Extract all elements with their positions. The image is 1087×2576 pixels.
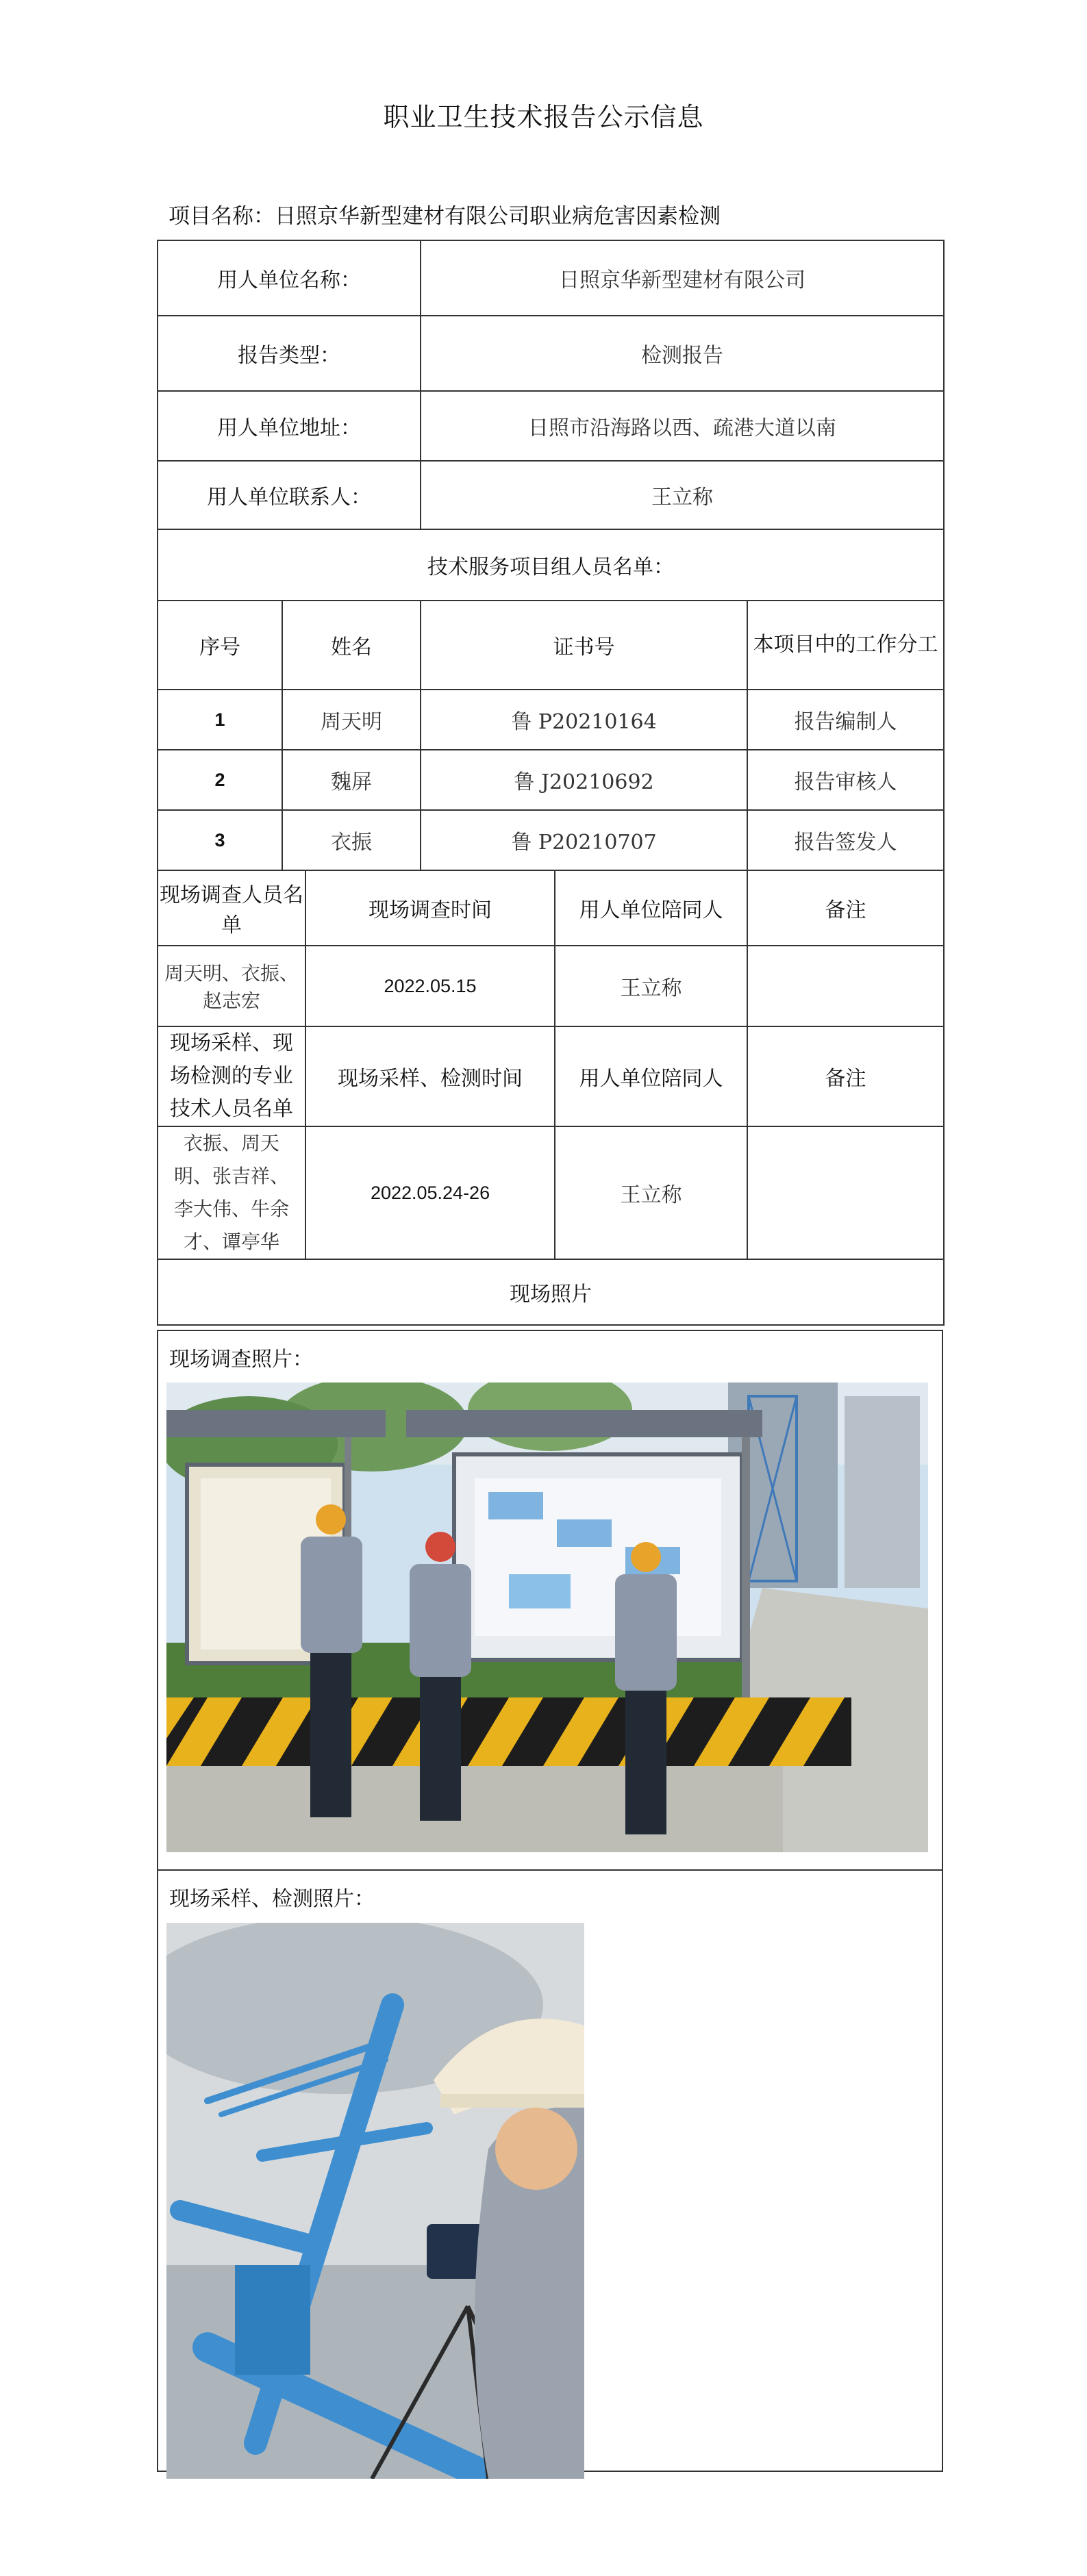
- report-type-value: 检测报告: [421, 316, 944, 391]
- sampling-header-names: 现场采样、现场检测的专业技术人员名单: [158, 1026, 305, 1126]
- team-heading: 技术服务项目组人员名单：: [158, 529, 944, 601]
- survey-photo: [166, 1382, 928, 1852]
- survey-header-names: 现场调查人员名单: [158, 870, 305, 946]
- team-role: 报告审核人: [747, 750, 944, 810]
- company-label: 用人单位名称：: [158, 240, 421, 316]
- info-row-contact: [158, 461, 944, 529]
- team-cert: 鲁 J20210692: [421, 750, 747, 810]
- sampling-header-companion: 用人单位陪同人: [555, 1026, 747, 1126]
- survey-photo-box: [157, 1330, 943, 1871]
- table-row: [158, 750, 944, 810]
- team-name: 衣振: [282, 810, 421, 870]
- sampling-header-row: [158, 1026, 944, 1126]
- team-header-no: 序号: [158, 601, 282, 690]
- sampling-header-remark: 备注: [747, 1026, 944, 1126]
- sampling-names: 衣振、周天明、张吉祥、李大伟、牛余才、谭亭华: [158, 1126, 305, 1259]
- survey-header-time: 现场调查时间: [305, 870, 555, 946]
- survey-companion: 王立称: [555, 946, 747, 1026]
- survey-header-remark: 备注: [747, 870, 944, 946]
- project-name: 项目名称：日照京华新型建材有限公司职业病危害因素检测: [168, 204, 721, 229]
- team-no: 3: [158, 810, 282, 870]
- survey-header-row: [158, 870, 944, 946]
- sampling-photo-box: [157, 1869, 943, 2472]
- page-title: 职业卫生技术报告公示信息: [383, 102, 704, 132]
- team-name: 魏屏: [282, 750, 421, 810]
- survey-photo-label: 现场调查照片：: [169, 1348, 313, 1372]
- sampling-row: [158, 1126, 944, 1259]
- sampling-photo-label: 现场采样、检测照片：: [169, 1887, 375, 1911]
- team-heading-row: [158, 529, 944, 601]
- sampling-time: 2022.05.24-26: [305, 1126, 555, 1259]
- info-row-company: [158, 240, 944, 316]
- sampling-remark: [747, 1126, 944, 1259]
- team-header-row: [158, 601, 944, 690]
- company-value: 日照京华新型建材有限公司: [421, 240, 944, 316]
- table-row: [158, 810, 944, 870]
- team-cert: 鲁 P20210707: [421, 810, 747, 870]
- address-value: 日照市沿海路以西、疏港大道以南: [421, 391, 944, 461]
- sampling-companion: 王立称: [555, 1126, 747, 1259]
- sampling-photo: [166, 1923, 584, 2479]
- photos-heading-row: [158, 1259, 944, 1325]
- team-name: 周天明: [282, 690, 421, 750]
- survey-photo-image: [166, 1382, 928, 1852]
- sampling-photo-image: [166, 1923, 584, 2479]
- survey-names: 周天明、衣振、赵志宏: [158, 946, 305, 1026]
- info-row-report-type: [158, 316, 944, 391]
- survey-remark: [747, 946, 944, 1026]
- survey-row: [158, 946, 944, 1026]
- team-role: 报告签发人: [747, 810, 944, 870]
- survey-header-companion: 用人单位陪同人: [555, 870, 747, 946]
- team-header-cert: 证书号: [421, 601, 747, 690]
- team-cert: 鲁 P20210164: [421, 690, 747, 750]
- team-no: 1: [158, 690, 282, 750]
- team-header-name: 姓名: [282, 601, 421, 690]
- table-row: [158, 690, 944, 750]
- report-type-label: 报告类型：: [158, 316, 421, 391]
- contact-label: 用人单位联系人：: [158, 461, 421, 529]
- info-row-address: [158, 391, 944, 461]
- team-role: 报告编制人: [747, 690, 944, 750]
- photos-heading: 现场照片: [158, 1259, 944, 1325]
- team-no: 2: [158, 750, 282, 810]
- address-label: 用人单位地址：: [158, 391, 421, 461]
- team-header-role: 本项目中的工作分工: [747, 601, 944, 690]
- contact-value: 王立称: [421, 461, 944, 529]
- info-table: [157, 240, 945, 1326]
- survey-time: 2022.05.15: [305, 946, 555, 1026]
- sampling-header-time: 现场采样、检测时间: [305, 1026, 555, 1126]
